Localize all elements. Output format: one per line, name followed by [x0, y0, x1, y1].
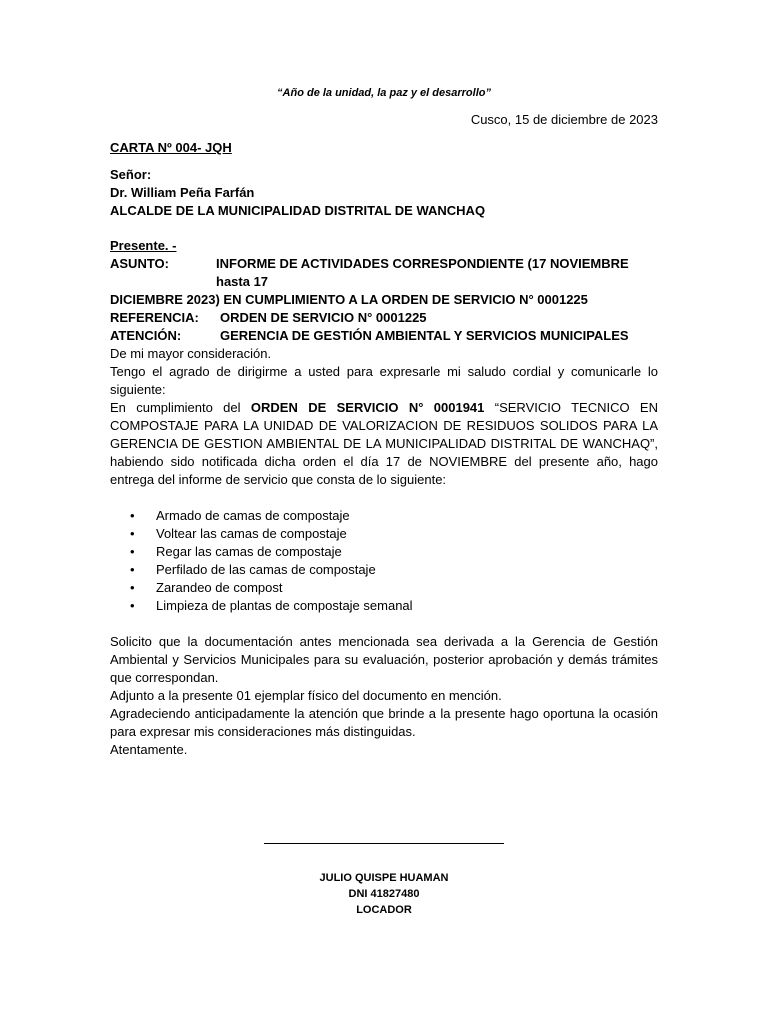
atencion-label: ATENCIÓN:: [110, 328, 182, 343]
referencia-label: REFERENCIA:: [110, 310, 199, 325]
signer-dni: DNI 41827480: [348, 888, 420, 900]
recipient-title: ALCALDE DE LA MUNICIPALIDAD DISTRITAL DE WANCHAQ: [110, 203, 486, 218]
request-paragraph: Solicito que la documentación antes mencionada sea derivada a la Gerencia de Gestión Ambiental y Servicios Municipales para su evaluación, posterior aprobación y demás trámites que correspondan.: [110, 634, 658, 685]
signer-role: LOCADOR: [356, 904, 412, 916]
referencia-row: [110, 309, 658, 327]
bullet-icon: •: [130, 562, 135, 577]
atencion-row: [110, 327, 658, 345]
list-item-text: Perfilado de las camas de compostaje: [156, 562, 376, 577]
recipient-name: Dr. William Peña Farfán: [110, 185, 255, 200]
service-order-number: ORDEN DE SERVICIO N° 0001941: [250, 400, 485, 415]
list-item-text: Armado de camas de compostaje: [156, 508, 350, 523]
paragraph-prefix: En cumplimiento del: [110, 400, 251, 415]
atencion-value: GERENCIA DE GESTIÓN AMBIENTAL Y SERVICIOS MUNICIPALES: [220, 328, 629, 343]
signer-name: JULIO QUISPE HUAMAN: [319, 872, 449, 884]
signature-line: [264, 843, 504, 844]
recipient-salutation: Señor:: [110, 167, 152, 182]
list-item: [110, 507, 658, 525]
letter-number: CARTA Nº 004- JQH: [110, 140, 232, 155]
bullet-icon: •: [130, 580, 135, 595]
intro-paragraph: Tengo el agrado de dirigirme a usted para expresarle mi saludo cordial y comunicarle lo siguiente:: [110, 364, 658, 397]
list-item-text: Voltear las camas de compostaje: [156, 526, 347, 541]
activity-list: [110, 507, 658, 615]
date-line: Cusco, 15 de diciembre de 2023: [470, 112, 658, 127]
asunto-label: ASUNTO:: [110, 256, 169, 271]
bullet-icon: •: [130, 526, 135, 541]
referencia-value: ORDEN DE SERVICIO N° 0001225: [220, 310, 427, 325]
letter-body: [110, 237, 658, 759]
farewell: Atentamente.: [110, 742, 188, 757]
recipient-block: [110, 166, 485, 220]
list-item: [110, 579, 658, 597]
greeting: De mi mayor consideración.: [110, 346, 272, 361]
attachment-line: Adjunto a la presente 01 ejemplar físico del documento en mención.: [110, 688, 502, 703]
motto-line: “Año de la unidad, la paz y el desarrollo”: [277, 87, 491, 99]
paragraph-rest: “SERVICIO TECNICO EN COMPOSTAJE PARA LA UNIDAD DE VALORIZACION DE RESIDUOS SOLIDOS PARA LA GERENCIA DE GESTION AMBIENTAL DE LA MUNICIPALIDAD DISTRITAL DE WANCHAQ”, habiendo sido notificada dicha orden el día 17 de NOVIEMBRE del presente año, hago entrega del informe de servicio que consta de lo siguiente:: [110, 400, 658, 487]
list-item-text: Regar las camas de compostaje: [156, 544, 342, 559]
presente-line: Presente. -: [110, 238, 177, 253]
bullet-icon: •: [130, 508, 135, 523]
main-paragraph: [110, 399, 658, 489]
asunto-row: [110, 255, 658, 291]
signature-block: [0, 870, 768, 918]
bullet-icon: •: [130, 544, 135, 559]
list-item-text: Zarandeo de compost: [156, 580, 283, 595]
list-item: [110, 597, 658, 615]
asunto-continuation: DICIEMBRE 2023) EN CUMPLIMIENTO A LA ORDEN DE SERVICIO N° 0001225: [110, 292, 588, 307]
list-item: [110, 525, 658, 543]
list-item: [110, 561, 658, 579]
bullet-icon: •: [130, 598, 135, 613]
closing-paragraph: Agradeciendo anticipadamente la atención que brinde a la presente hago oportuna la ocasión para expresar mis consideraciones más distinguidas.: [110, 706, 658, 739]
asunto-value: INFORME DE ACTIVIDADES CORRESPONDIENTE (17 NOVIEMBRE hasta 17: [216, 256, 629, 289]
list-item: [110, 543, 658, 561]
list-item-text: Limpieza de plantas de compostaje semanal: [156, 598, 413, 613]
